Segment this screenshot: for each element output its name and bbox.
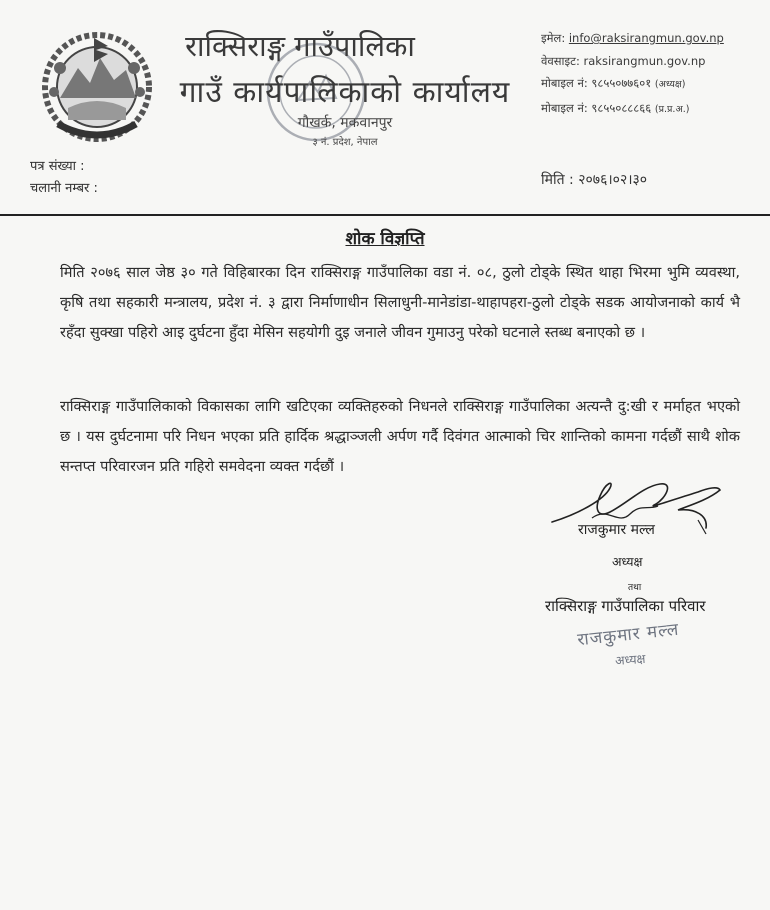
mobile-row-cao <box>541 97 724 122</box>
email-row <box>541 27 724 50</box>
mobile-label: मोबाइल नं: <box>541 100 588 115</box>
signatory-family: राक्सिराङ्ग गाउँपालिका परिवार <box>545 597 706 615</box>
website-row <box>541 50 724 73</box>
municipality-title: राक्सिराङ्ग गाउँपालिका <box>185 29 415 63</box>
website-link[interactable]: raksirangmun.gov.np <box>583 53 706 68</box>
position-stamp: अध्यक्ष <box>614 650 646 669</box>
signatory-position: अध्यक्ष <box>612 554 643 569</box>
date-label: मिति : <box>541 172 574 188</box>
email-link[interactable]: info@raksirangmun.gov.np <box>568 31 724 45</box>
contact-block <box>541 27 724 121</box>
date-block <box>541 170 647 189</box>
office-address: गौखर्क, मकवानपुर <box>297 115 393 131</box>
header-divider <box>0 214 770 216</box>
date-value: २०७६।०२।३० <box>578 172 648 188</box>
mobile-row-chairperson <box>541 72 724 97</box>
mobile-number: ९८५५०८८८६६ <box>591 100 652 115</box>
mobile-number: ९८५५०७७६०१ <box>591 76 652 90</box>
signatory-name: राजकुमार मल्ल <box>578 522 655 538</box>
letter-number-label: पत्र संख्या : <box>30 159 85 174</box>
website-label: वेवसाइट: <box>541 53 580 68</box>
dispatch-number-label: चलानी नम्बर : <box>30 181 98 196</box>
signatory-conjunction: तथा <box>628 583 642 593</box>
mobile-tag: (प्र.प्र.अ.) <box>654 103 690 115</box>
mobile-label: मोबाइल नं: <box>541 76 588 90</box>
reference-block <box>30 156 98 200</box>
office-title: गाउँ कार्यपालिकाको कार्यालय <box>179 75 511 110</box>
notice-title: शोक विज्ञप्ति <box>345 229 425 249</box>
notice-heading <box>0 226 770 249</box>
mobile-tag: (अध्यक्ष) <box>654 79 686 90</box>
notice-paragraph: मिति २०७६ साल जेष्ठ ३० गते विहिबारका दिन राक्सिराङ्ग गाउँपालिका वडा नं. ०८, ठुलो टोड्के स्थित थाहा भिरमा भुमि व्यवस्था, कृषि तथा सहकारी मन्त्रालय, प्रदेश नं. ३ द्वारा निर्माणाधीन सिलाधुनी-मानेडांडा-थाहापहरा-ठुलो टोड्के सडक आयोजनाको कार्य भै रहँदा सुक्खा पहिरो आइ दुर्घटना हुँदा मेसिन सहयोगी दुइ जनाले जीवन गुमाउनु परेको घटनाले स्तब्ध बनाएको छ । <box>60 264 740 341</box>
email-label: इमेल: <box>541 31 566 45</box>
name-stamp: राजकुमार मल्ल <box>576 619 681 651</box>
notice-paragraph: राक्सिराङ्ग गाउँपालिकाको विकासका लागि खटिएका व्यक्तिहरुको निधनले राक्सिराङ्ग गाउँपालिका अत्यन्तै दु:खी र मर्माहत भएको छ । यस दुर्घटनामा परि निधन भएका प्रति हार्दिक श्रद्धाञ्जली अर्पण गर्दै दिवंगत आत्माको चिर शान्तिको कामना गर्दछौं साथै शोक सन्तप्त परिवारजन प्रति गहिरो समवेदना व्यक्त गर्दछौं । <box>60 398 740 475</box>
office-province: ३ नं. प्रदेश, नेपाल <box>312 137 378 148</box>
